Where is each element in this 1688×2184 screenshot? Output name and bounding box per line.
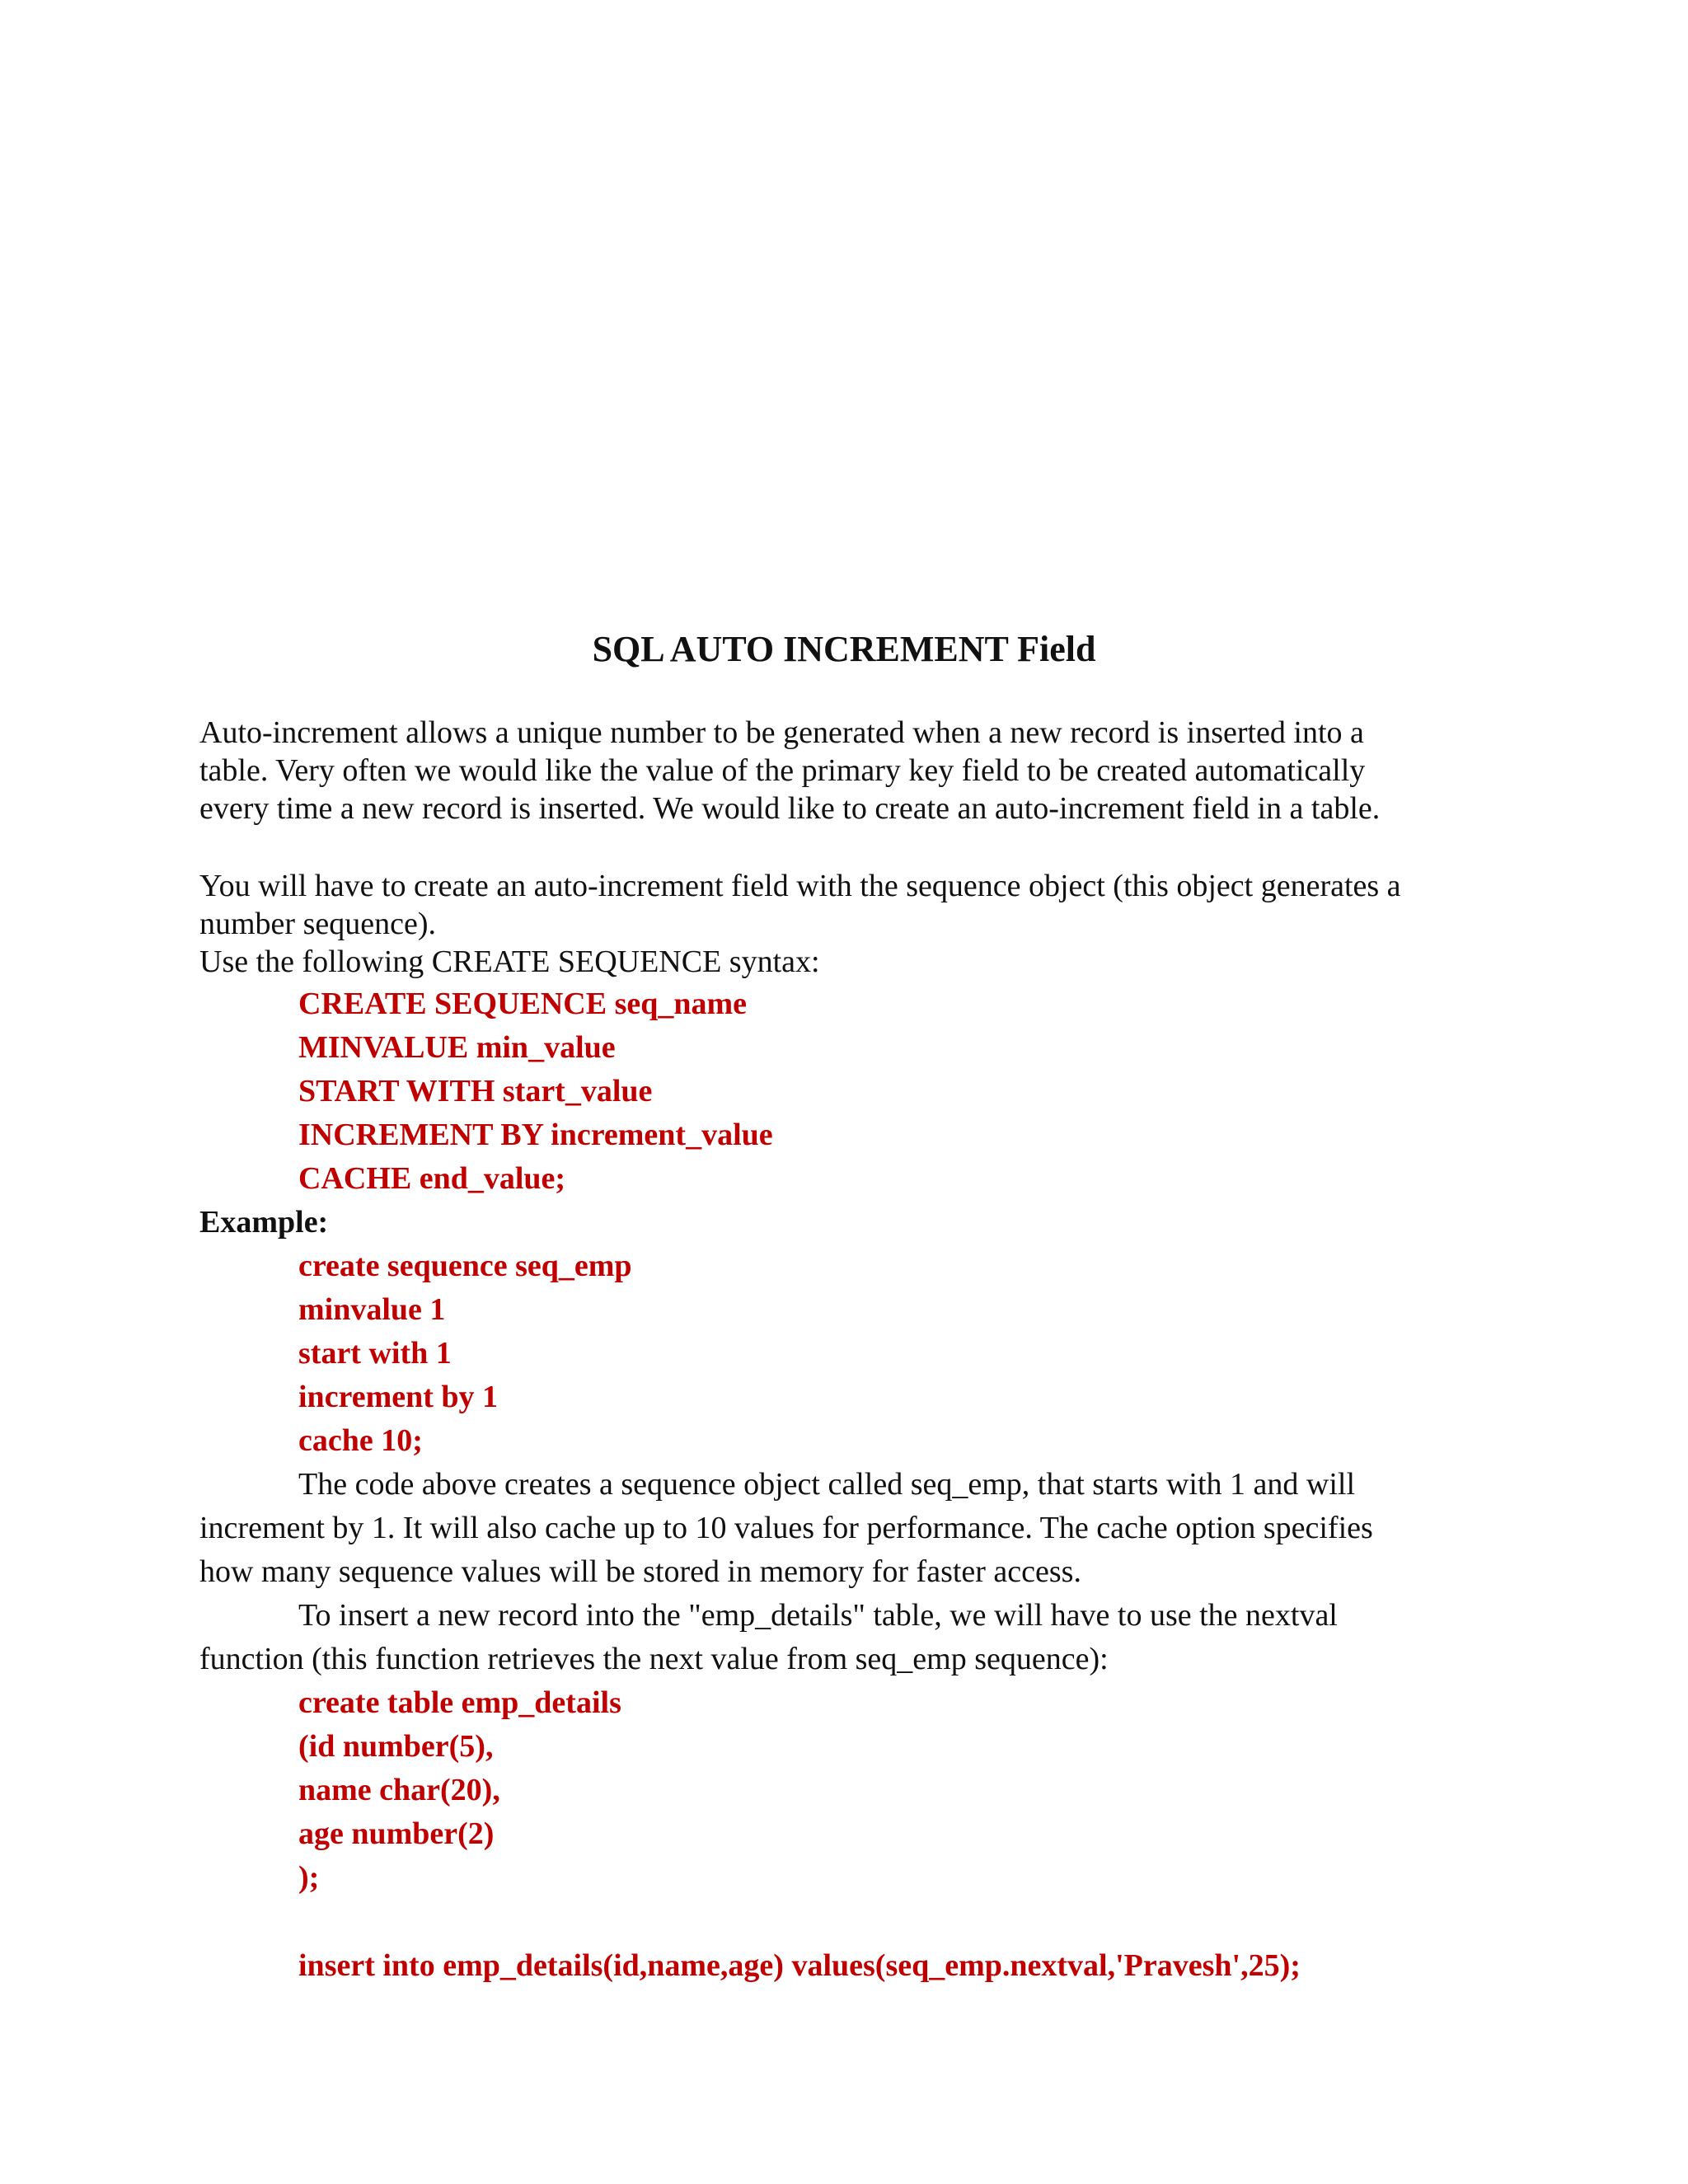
explanation-line: The code above creates a sequence object called seq_emp, that starts with 1 and will <box>298 1467 1355 1502</box>
example-code-line: increment by 1 <box>298 1380 499 1414</box>
intro-line: table. Very often we would like the value of the primary key field to be created automatically <box>199 753 1366 788</box>
table-code-line: ); <box>298 1860 320 1895</box>
sequence-para-line: number sequence). <box>199 907 436 941</box>
syntax-code-line: MINVALUE min_value <box>298 1030 616 1065</box>
table-code-line: create table emp_details <box>298 1685 621 1720</box>
example-label: Example: <box>199 1205 329 1240</box>
syntax-code-line: START WITH start_value <box>298 1074 653 1108</box>
explanation-line: increment by 1. It will also cache up to 10 values for performance. The cache option specifies <box>199 1511 1373 1545</box>
sequence-para-line: You will have to create an auto-increment field with the sequence object (this object generates a <box>199 869 1401 903</box>
example-code-line: create sequence seq_emp <box>298 1249 632 1283</box>
insert-para-line: To insert a new record into the "emp_details" table, we will have to use the nextval <box>298 1598 1338 1633</box>
explanation-line: how many sequence values will be stored in memory for faster access. <box>199 1554 1081 1589</box>
insert-code-line: insert into emp_details(id,name,age) values(seq_emp.nextval,'Pravesh',25); <box>298 1948 1301 1983</box>
intro-line: Auto-increment allows a unique number to be generated when a new record is inserted into a <box>199 715 1364 750</box>
syntax-code-line: CACHE end_value; <box>298 1161 566 1196</box>
syntax-code-line: CREATE SEQUENCE seq_name <box>298 987 748 1021</box>
example-code-line: start with 1 <box>298 1336 452 1371</box>
sequence-para-line: Use the following CREATE SEQUENCE syntax: <box>199 944 820 979</box>
example-code-line: minvalue 1 <box>298 1292 446 1327</box>
insert-para-line: function (this function retrieves the next value from seq_emp sequence): <box>199 1642 1109 1676</box>
page-title: SQL AUTO INCREMENT Field <box>592 629 1096 669</box>
example-code-line: cache 10; <box>298 1423 423 1458</box>
syntax-code-line: INCREMENT BY increment_value <box>298 1118 773 1152</box>
table-code-line: name char(20), <box>298 1773 500 1807</box>
table-code-line: age number(2) <box>298 1816 495 1851</box>
table-code-line: (id number(5), <box>298 1729 494 1764</box>
intro-line: every time a new record is inserted. We would like to create an auto-increment field in a table. <box>199 791 1381 826</box>
